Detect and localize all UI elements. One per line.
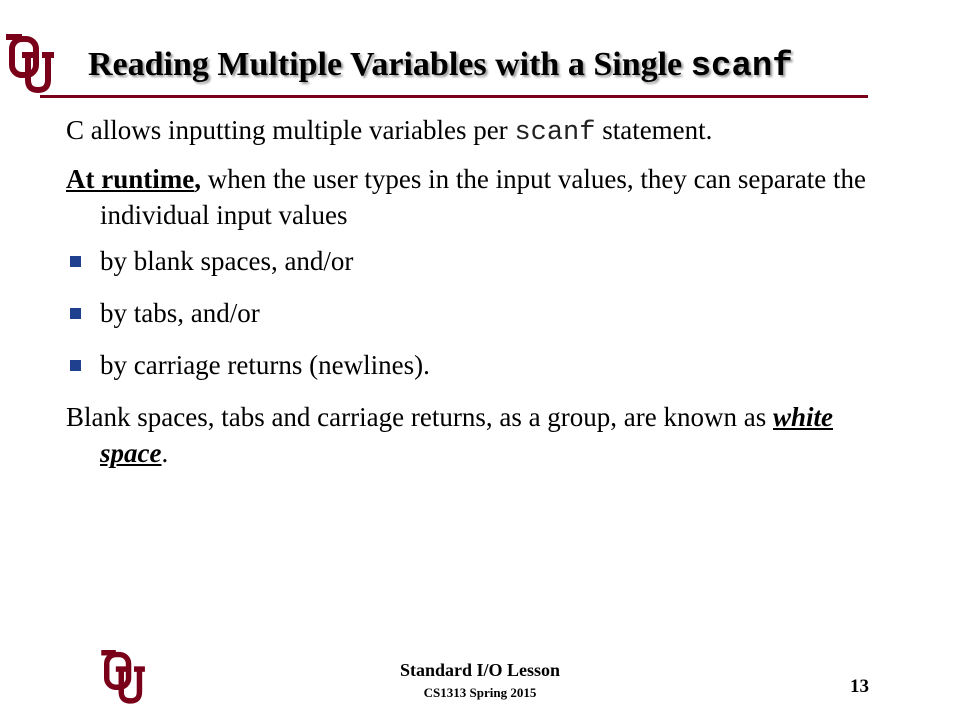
page-number: 13 xyxy=(850,676,869,697)
square-bullet-icon xyxy=(70,360,81,371)
footer-course: CS1313 Spring 2015 xyxy=(423,685,537,700)
paragraph-2: At runtime, when the user types in the input values, they can separate the individual input values xyxy=(66,164,867,230)
square-bullet-icon xyxy=(70,256,81,267)
title-code: scanf xyxy=(690,48,793,86)
list-item: by tabs, and/or xyxy=(66,295,886,331)
list-item: by blank spaces, and/or xyxy=(66,243,886,279)
slide-body xyxy=(66,112,886,481)
footer-lesson-title: Standard I/O Lesson xyxy=(399,660,561,680)
bullet-list xyxy=(66,243,886,383)
paragraph-3: Blank spaces, tabs and carriage returns, as a group, are known as white space. xyxy=(66,402,834,468)
list-item: by carriage returns (newlines). xyxy=(66,347,886,383)
title-divider xyxy=(40,95,868,98)
emphasis-at-runtime: At runtime xyxy=(66,164,195,194)
slide-title: Reading Multiple Variables with a Single scanf xyxy=(88,46,793,86)
inline-code: scanf xyxy=(514,118,596,148)
term-white-space: white space xyxy=(100,402,834,468)
ou-logo-icon xyxy=(100,650,148,710)
paragraph-1: C allows inputting multiple variables per scanf statement. xyxy=(66,115,713,148)
square-bullet-icon xyxy=(70,308,81,319)
slide-footer xyxy=(330,660,630,701)
ou-logo-icon xyxy=(6,34,56,100)
